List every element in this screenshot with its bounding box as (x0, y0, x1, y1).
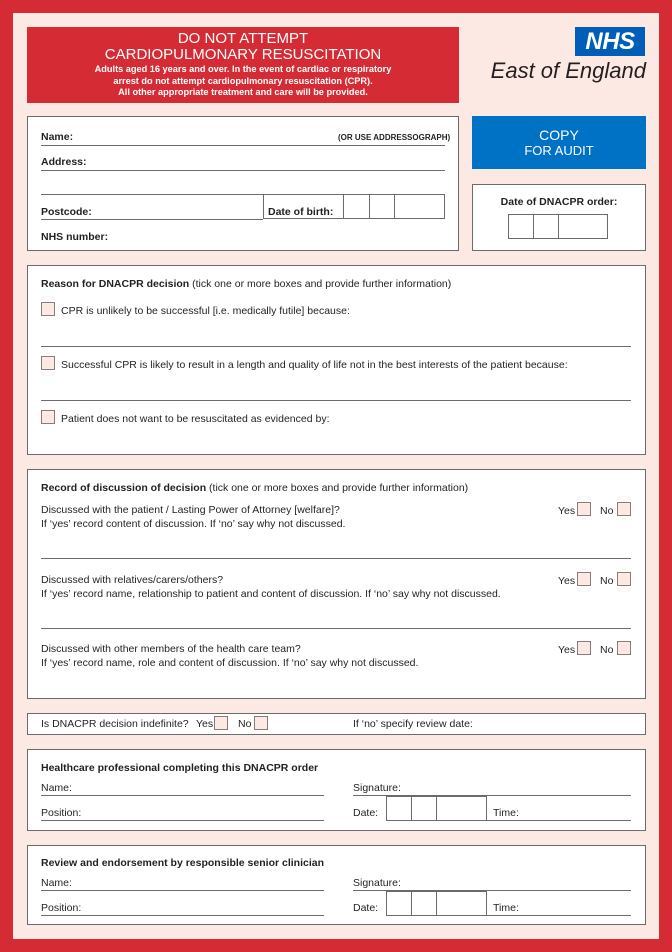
addressograph-note: (OR USE ADDRESSOGRAPH) (338, 133, 451, 142)
postcode-label: Postcode: (41, 206, 92, 218)
review-name-label: Name: (41, 877, 72, 889)
professional-name-label: Name: (41, 782, 72, 794)
discussion-relatives-yes-checkbox[interactable] (577, 572, 591, 586)
discussion-patient-note: If ‘yes’ record content of discussion. If ‘no’ say why not discussed. (41, 518, 346, 530)
address-field-2[interactable] (41, 194, 263, 195)
professional-position-label: Position: (41, 807, 82, 819)
review-heading: Review and endorsement by responsible senior clinician (41, 857, 325, 869)
review-position-label: Position: (41, 902, 82, 914)
professional-heading: Healthcare professional completing this DNACPR order (41, 762, 319, 774)
order-date-year-field[interactable] (558, 214, 608, 239)
discussion-team-no-label: No (600, 644, 614, 656)
discussion-relatives-question: Discussed with relatives/carers/others? (41, 574, 224, 586)
review-date-year-field[interactable] (436, 891, 487, 916)
name-label: Name: (41, 131, 74, 143)
review-date-month-field[interactable] (411, 891, 437, 916)
discussion-team-yes-checkbox[interactable] (577, 641, 591, 655)
review-signature-label: Signature: (353, 877, 401, 889)
reason-best-interests-label: Successful CPR is likely to result in a length and quality of life not in the best interests of the patient because: (61, 359, 568, 371)
indefinite-yes-checkbox[interactable] (214, 716, 228, 730)
copy-label: COPY (539, 127, 579, 143)
professional-name-field[interactable] (41, 795, 324, 796)
review-position-field[interactable] (41, 915, 324, 916)
discussion-team-yes-label: Yes (558, 644, 576, 656)
indefinite-no-checkbox[interactable] (254, 716, 268, 730)
professional-signature-label: Signature: (353, 782, 401, 794)
reason-best-interests-field[interactable] (41, 400, 631, 401)
review-date-day-field[interactable] (386, 891, 412, 916)
discussion-patient-question: Discussed with the patient / Lasting Power of Attorney [welfare]? (41, 504, 340, 516)
indefinite-question: Is DNACPR decision indefinite? (41, 718, 189, 730)
discussion-relatives-yes-label: Yes (558, 575, 576, 587)
review-date-label: If ‘no’ specify review date: (353, 718, 473, 730)
copy-for-audit-badge (472, 116, 646, 169)
reason-heading-line (41, 278, 451, 290)
title-line-2: CARDIOPULMONARY RESUSCITATION (104, 46, 382, 63)
reason-futile-label: CPR is unlikely to be successful [i.e. medically futile] because: (61, 305, 350, 317)
discussion-instruction: (tick one or more boxes and provide further information) (209, 482, 469, 494)
reason-patient-wish-label: Patient does not want to be resuscitated as evidenced by: (61, 413, 330, 425)
reason-instruction: (tick one or more boxes and provide further information) (192, 278, 452, 290)
dob-year-field[interactable] (394, 194, 445, 219)
dob-label: Date of birth: (268, 206, 334, 218)
discussion-relatives-field[interactable] (41, 628, 631, 629)
reason-heading: Reason for DNACPR decision (41, 278, 190, 290)
professional-date-year-field[interactable] (436, 796, 487, 821)
discussion-team-note: If ‘yes’ record name, role and content of discussion. If ‘no’ say why not discussed. (41, 657, 419, 669)
dob-day-field[interactable] (343, 194, 370, 219)
professional-date-day-field[interactable] (386, 796, 412, 821)
discussion-patient-yes-label: Yes (558, 505, 576, 517)
discussion-patient-no-checkbox[interactable] (617, 502, 631, 516)
discussion-patient-yes-checkbox[interactable] (577, 502, 591, 516)
professional-date-label: Date: (353, 807, 379, 819)
discussion-relatives-note: If ‘yes’ record name, relationship to patient and content of discussion. If ‘no’ say why not discussed. (41, 588, 501, 600)
discussion-patient-field[interactable] (41, 558, 631, 559)
discussion-team-no-checkbox[interactable] (617, 641, 631, 655)
professional-position-field[interactable] (41, 820, 324, 821)
indefinite-yes-label: Yes (196, 718, 214, 730)
subtitle-line-3: All other appropriate treatment and care will be provided. (118, 87, 368, 97)
order-date-label: Date of DNACPR order: (500, 196, 618, 208)
review-time-label: Time: (493, 902, 519, 914)
review-name-field[interactable] (41, 890, 324, 891)
reason-futile-checkbox[interactable] (41, 302, 55, 316)
discussion-heading-line (41, 482, 468, 494)
reason-best-interests-checkbox[interactable] (41, 356, 55, 370)
discussion-patient-no-label: No (600, 505, 614, 517)
address-label: Address: (41, 156, 87, 168)
address-field-1[interactable] (41, 170, 445, 171)
title-banner (27, 27, 459, 103)
title-line-1: DO NOT ATTEMPT (177, 30, 309, 47)
discussion-relatives-no-checkbox[interactable] (617, 572, 631, 586)
professional-time-field[interactable] (486, 820, 631, 821)
reason-patient-wish-checkbox[interactable] (41, 410, 55, 424)
indefinite-no-label: No (238, 718, 252, 730)
order-date-day-field[interactable] (508, 214, 534, 239)
reason-futile-field[interactable] (41, 346, 631, 347)
discussion-heading: Record of discussion of decision (41, 482, 207, 494)
for-audit-label: FOR AUDIT (524, 143, 594, 158)
dob-month-field[interactable] (369, 194, 395, 219)
subtitle-line-2: arrest do not attempt cardiopulmonary resuscitation (CPR). (113, 75, 373, 86)
professional-date-month-field[interactable] (411, 796, 437, 821)
professional-time-label: Time: (493, 807, 519, 819)
discussion-relatives-no-label: No (600, 575, 614, 587)
name-field[interactable] (41, 145, 445, 146)
order-date-month-field[interactable] (533, 214, 559, 239)
discussion-team-question: Discussed with other members of the health care team? (41, 643, 301, 655)
review-time-field[interactable] (486, 915, 631, 916)
review-date-label: Date: (353, 902, 379, 914)
nhs-logo: NHS (575, 27, 645, 56)
subtitle-line-1: Adults aged 16 years and over. In the event of cardiac or respiratory (94, 64, 392, 74)
region-name: East of England (490, 58, 646, 83)
postcode-field[interactable] (41, 219, 263, 220)
nhs-number-label: NHS number: (41, 231, 109, 243)
